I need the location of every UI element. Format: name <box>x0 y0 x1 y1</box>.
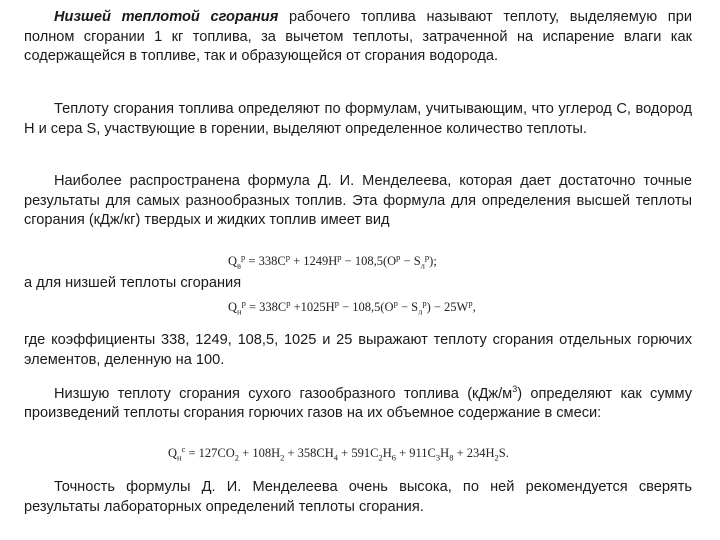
formula-higher-heating-value: $Q_в^р = 338С^р + 1249Н^р - 108,5(О^р - S_л^р)$; <box>228 252 437 271</box>
paragraph-mendeleev: Наиболее распространена формула Д. И. Менделеева, которая дает достаточно точные результаты для самых разнообразных топлив. Эта формула для определения высшей теплоты сгорания (кДж/кг) твердых и жидких топлив имеет вид <box>24 173 692 228</box>
paragraph-coefficients: где коэффициенты 338, 1249, 108,5, 1025 и 25 выражают теплоту сгорания отдельных горючих элементов, деленную на 100. <box>24 332 692 368</box>
paragraph-definition <box>24 8 692 67</box>
paragraph-gas-fuel: Низшую теплоту сгорания сухого газообразного топлива $(кДж/м^3)$ определяют как сумму произведений теплоты сгорания горючих газов на их объемное содержание в смеси: <box>24 384 693 422</box>
formula-gas-fuel: $Q_н^с = 127СО_2 + 108Н_2 + 358СН_4 + 591С_2Н_6 + 911С_3Н_8 + 234Н_2S$. <box>168 444 509 463</box>
definition-text: рабочего топлива называют теплоту, выделяемую при полном сгорании 1 кг топлива, за вычетом теплоты, затраченной на испарение влаги как содержащейся в топливе, так и образующейся от сгорания водорода. <box>24 9 692 64</box>
paragraph-lower-intro: а для низшей теплоты сгорания <box>24 275 242 291</box>
term-lower-heating-value: Низшей теплотой сгорания <box>54 9 279 25</box>
paragraph-formulas-intro: Теплоту сгорания топлива определяют по формулам, учитывающим, что углерод С, водород Н и сера S, участвующие в горении, выделяют определенное количество теплоты. <box>24 101 692 137</box>
formula-lower-heating-value: $Q_н^р = 338С^р +1025Н^р - 108,5(О^р - S_л^р) - 25W^р$, <box>228 298 476 317</box>
paragraph-accuracy: Точность формулы Д. И. Менделеева очень высока, по ней рекомендуется сверять результаты лабораторных определений теплоты сгорания. <box>24 479 692 515</box>
